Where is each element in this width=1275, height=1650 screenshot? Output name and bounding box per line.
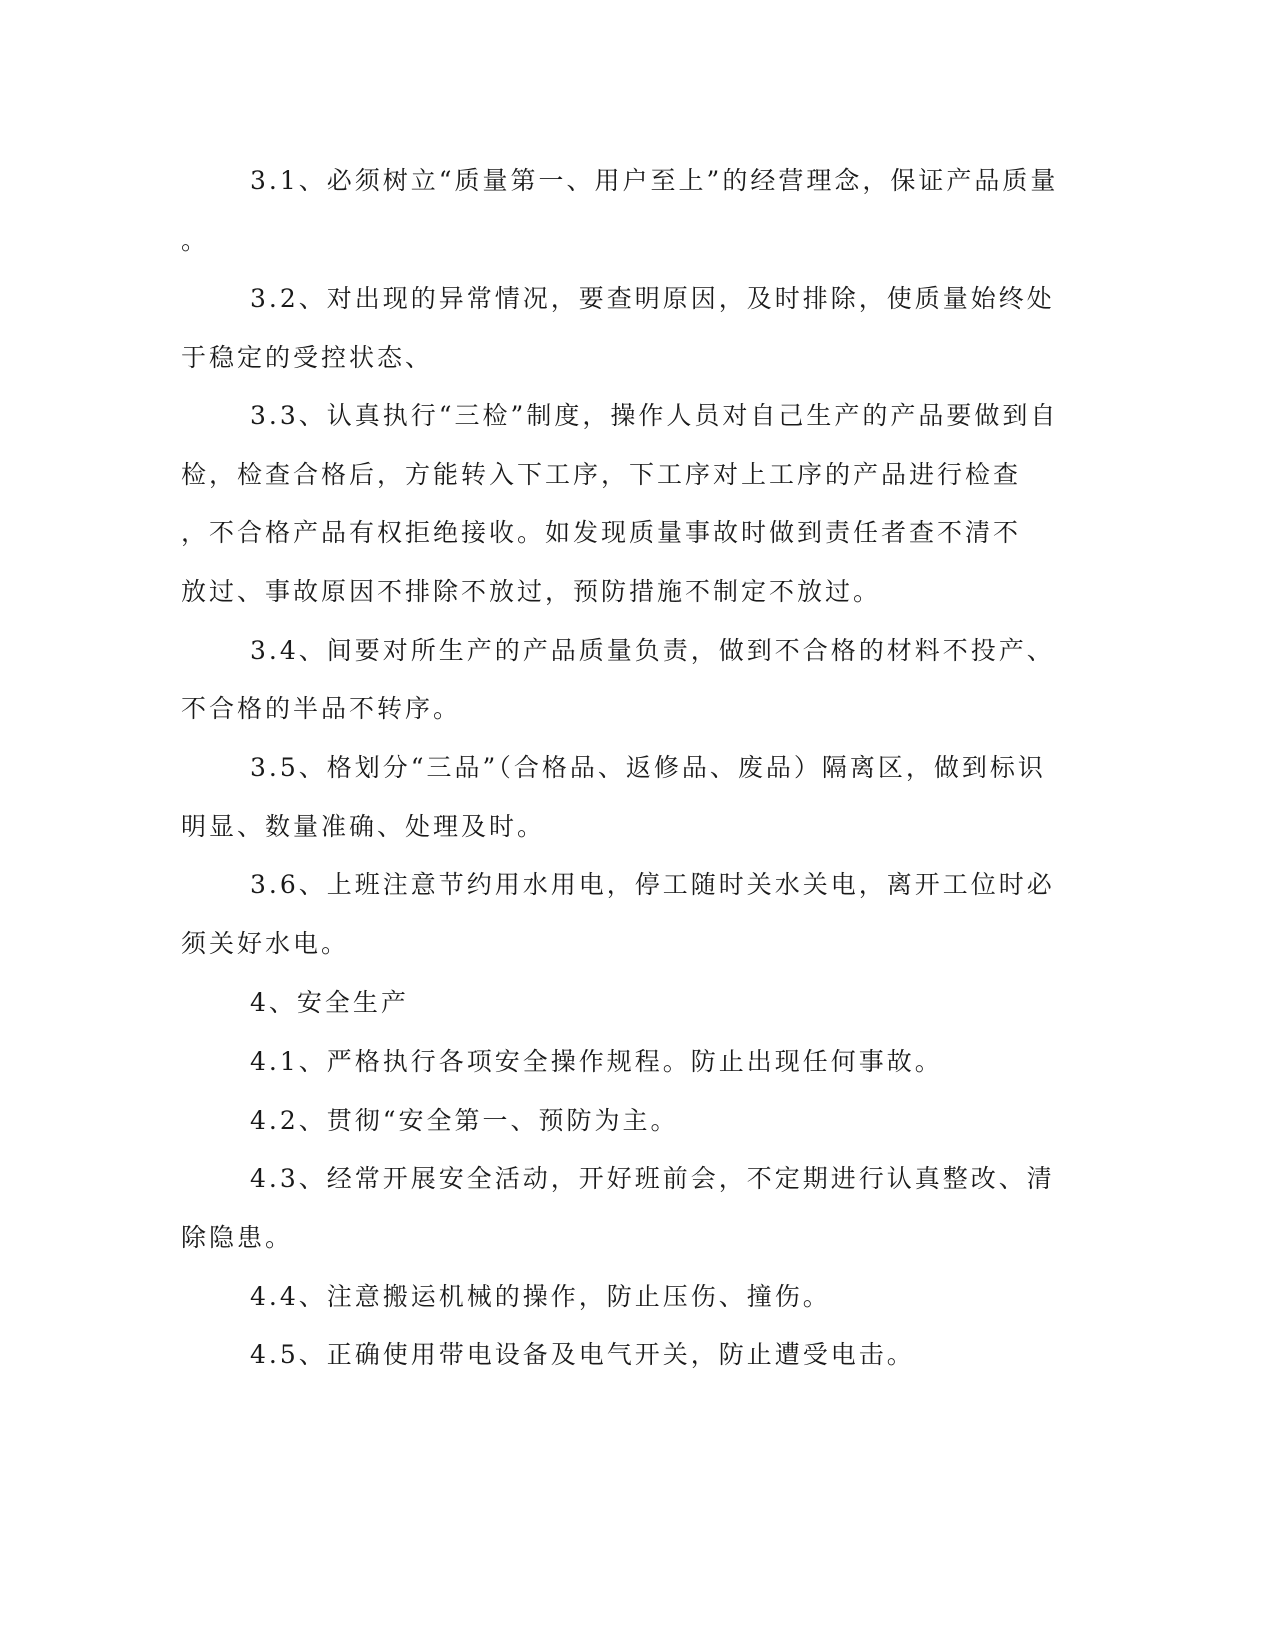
paragraph-4-1: 4.1、严格执行各项安全操作规程。防止出现任何事故。 xyxy=(250,1047,943,1076)
paragraph-4-2: 4.2、贯彻“安全第一、预防为主。 xyxy=(250,1106,679,1135)
paragraph-4-4: 4.4、注意搬运机械的操作，防止压伤、撞伤。 xyxy=(250,1282,831,1311)
paragraph-3-4-line-1: 3.4、间要对所生产的产品质量负责，做到不合格的材料不投产、 xyxy=(250,636,1055,665)
paragraph-3-2-line-1: 3.2、对出现的异常情况，要查明原因，及时排除，使质量始终处 xyxy=(250,284,1055,313)
paragraph-3-3-line-1: 3.3、认真执行“三检”制度，操作人员对自己生产的产品要做到自 xyxy=(250,401,1059,430)
section-heading-4: 4、安全生产 xyxy=(250,988,409,1017)
paragraph-3-5-line-1: 3.5、格划分“三品”（合格品、返修品、废品）隔离区，做到标识 xyxy=(250,753,1046,782)
paragraph-3-6-line-1: 3.6、上班注意节约用水用电，停工随时关水关电，离开工位时必 xyxy=(250,870,1055,899)
paragraph-3-1-line-1: 3.1、必须树立“质量第一、用户至上”的经营理念，保证产品质量 xyxy=(250,166,1059,195)
paragraph-3-3-line-2: 检，检查合格后，方能转入下工序，下工序对上工序的产品进行检查 xyxy=(181,460,1022,489)
paragraph-4-5: 4.5、正确使用带电设备及电气开关，防止遭受电击。 xyxy=(250,1340,915,1369)
paragraph-3-2-line-2: 于稳定的受控状态、 xyxy=(181,343,434,372)
paragraph-3-5-line-2: 明显、数量准确、处理及时。 xyxy=(181,812,546,841)
paragraph-3-4-line-2: 不合格的半品不转序。 xyxy=(181,694,462,723)
paragraph-4-3-line-2: 除隐患。 xyxy=(181,1223,294,1252)
paragraph-3-6-line-2: 须关好水电。 xyxy=(181,929,350,958)
paragraph-4-3-line-1: 4.3、经常开展安全活动，开好班前会，不定期进行认真整改、清 xyxy=(250,1164,1055,1193)
paragraph-3-3-line-4: 放过、事故原因不排除不放过，预防措施不制定不放过。 xyxy=(181,577,882,606)
paragraph-3-3-line-3: ，不合格产品有权拒绝接收。如发现质量事故时做到责任者查不清不 xyxy=(181,518,1022,547)
paragraph-3-1-line-2: 。 xyxy=(181,226,210,255)
